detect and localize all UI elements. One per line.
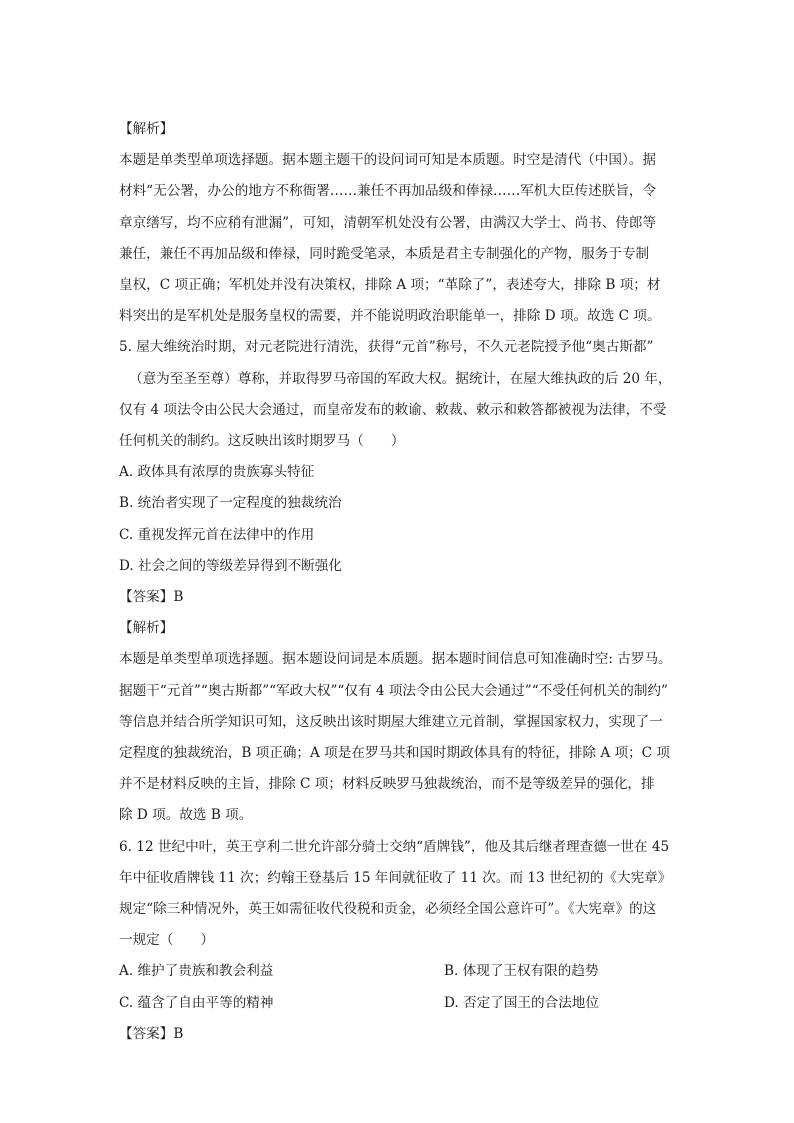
q5-option-d: D. 社会之间的等级差异得到不断强化	[119, 557, 342, 574]
q5-option-c: C. 重视发挥元首在法律中的作用	[119, 526, 315, 543]
q5-analysis-heading: 【解析】	[119, 620, 174, 637]
q5-analysis-line: 并不是材料反映的主旨，排除 C 项；材料反映罗马独裁统治，而不是等级差异的强化，排	[119, 776, 655, 793]
q5-stem-line: 5. 屋大维统治时期，对元老院进行清洗，获得“元首”称号，不久元老院授予他“奥古斯都”	[119, 339, 654, 356]
q6-stem-line: 一规定（ ）	[119, 932, 215, 949]
q5-analysis-line: 定程度的独裁统治，B 项正确；A 项是在罗马共和国时期政体具有的特征，排除 A 项；C 项	[119, 745, 671, 762]
q6-stem-line: 规定“除三种情况外，英王如需征收代役税和贡金，必须经全国公意许可”。《大宪章》的这	[119, 901, 657, 918]
q4-analysis	[119, 145, 679, 332]
q5-analysis-line: 本题是单类型单项选择题。据本题设问词是本质题。据本题时间信息可知准确时空: 古罗马。	[119, 651, 672, 668]
q6-stem-line: 年中征收盾牌钱 11 次；约翰王登基后 15 年间就征收了 11 次。而 13 世纪初的《大宪章》	[119, 869, 672, 886]
q5-stem-line: （意为至圣至尊）尊称，并取得罗马帝国的军政大权。据统计，在屋大维执政的后 20 年，	[129, 370, 672, 387]
q4-analysis-heading: 【解析】	[119, 121, 174, 137]
q5-options	[119, 457, 679, 582]
page-content	[119, 114, 679, 1050]
q6-answer: 【答案】B	[119, 1025, 184, 1042]
q6-option-a: A. 维护了贵族和教会利益	[119, 963, 274, 980]
q6-stem-line: 6. 12 世纪中叶，英王亨利二世允许部分骑士交纳“盾牌钱”，他及其后继者理查德一世在 45	[119, 838, 670, 855]
q6-option-c: C. 蕴含了自由平等的精神	[119, 994, 274, 1011]
q5-stem	[119, 332, 679, 457]
q6-options	[119, 956, 679, 1018]
q5-stem-line: 任何机关的制约。这反映出该时期罗马（ ）	[119, 433, 405, 450]
q4-analysis-line: 本题是单类型单项选择题。据本题主题干的设问词可知是本质题。时空是清代（中国）。据	[119, 152, 656, 169]
q4-analysis-line: 材料“无公署，办公的地方不称衙署……兼任不再加品级和俸禄……军机大臣传述朕旨，令	[119, 183, 657, 200]
q4-analysis-line: 料突出的是军机处是服务皇权的需要，并不能说明政治职能单一，排除 D 项。故选 C 项。	[119, 308, 661, 325]
q4-analysis-line: 章京缮写，均不应稍有泄漏”，可知，清朝军机处没有公署，由满汉大学士、尚书、侍郎等	[119, 214, 657, 231]
q6-options-row	[119, 956, 679, 987]
q6-option-b: B. 体现了王权有限的趋势	[444, 963, 599, 980]
q6-options-row	[119, 988, 679, 1019]
q5-analysis	[119, 644, 679, 831]
q5-analysis-line: 除 D 项。故选 B 项。	[119, 807, 253, 824]
q6-option-d: D. 否定了国王的合法地位	[444, 994, 599, 1011]
q5-option-a: A. 政体具有浓厚的贵族寡头特征	[119, 464, 315, 481]
q5-analysis-line: 据题干“元首”“奥古斯都”“军政大权”“仅有 4 项法令由公民大会通过”“不受任何机关的制约”	[119, 682, 668, 699]
q5-stem-line: 仅有 4 项法令由公民大会通过，而皇帝发布的敕谕、敕裁、敕示和敕答都被视为法律，不受	[119, 401, 667, 418]
q4-analysis-line: 兼任，兼任不再加品级和俸禄，同时跪受笔录，本质是君主专制强化的产物，服务于专制	[119, 245, 650, 262]
q5-answer: 【答案】B	[119, 589, 184, 606]
q5-option-b: B. 统治者实现了一定程度的独裁统治	[119, 495, 342, 512]
q4-analysis-line: 皇权，C 项正确；军机处并没有决策权，排除 A 项；“革除了”，表述夸大，排除 B 项；材	[119, 277, 661, 294]
q5-analysis-line: 等信息并结合所学知识可知，这反映出该时期屋大维建立元首制，掌握国家权力，实现了一	[119, 713, 663, 730]
q6-stem	[119, 832, 679, 957]
